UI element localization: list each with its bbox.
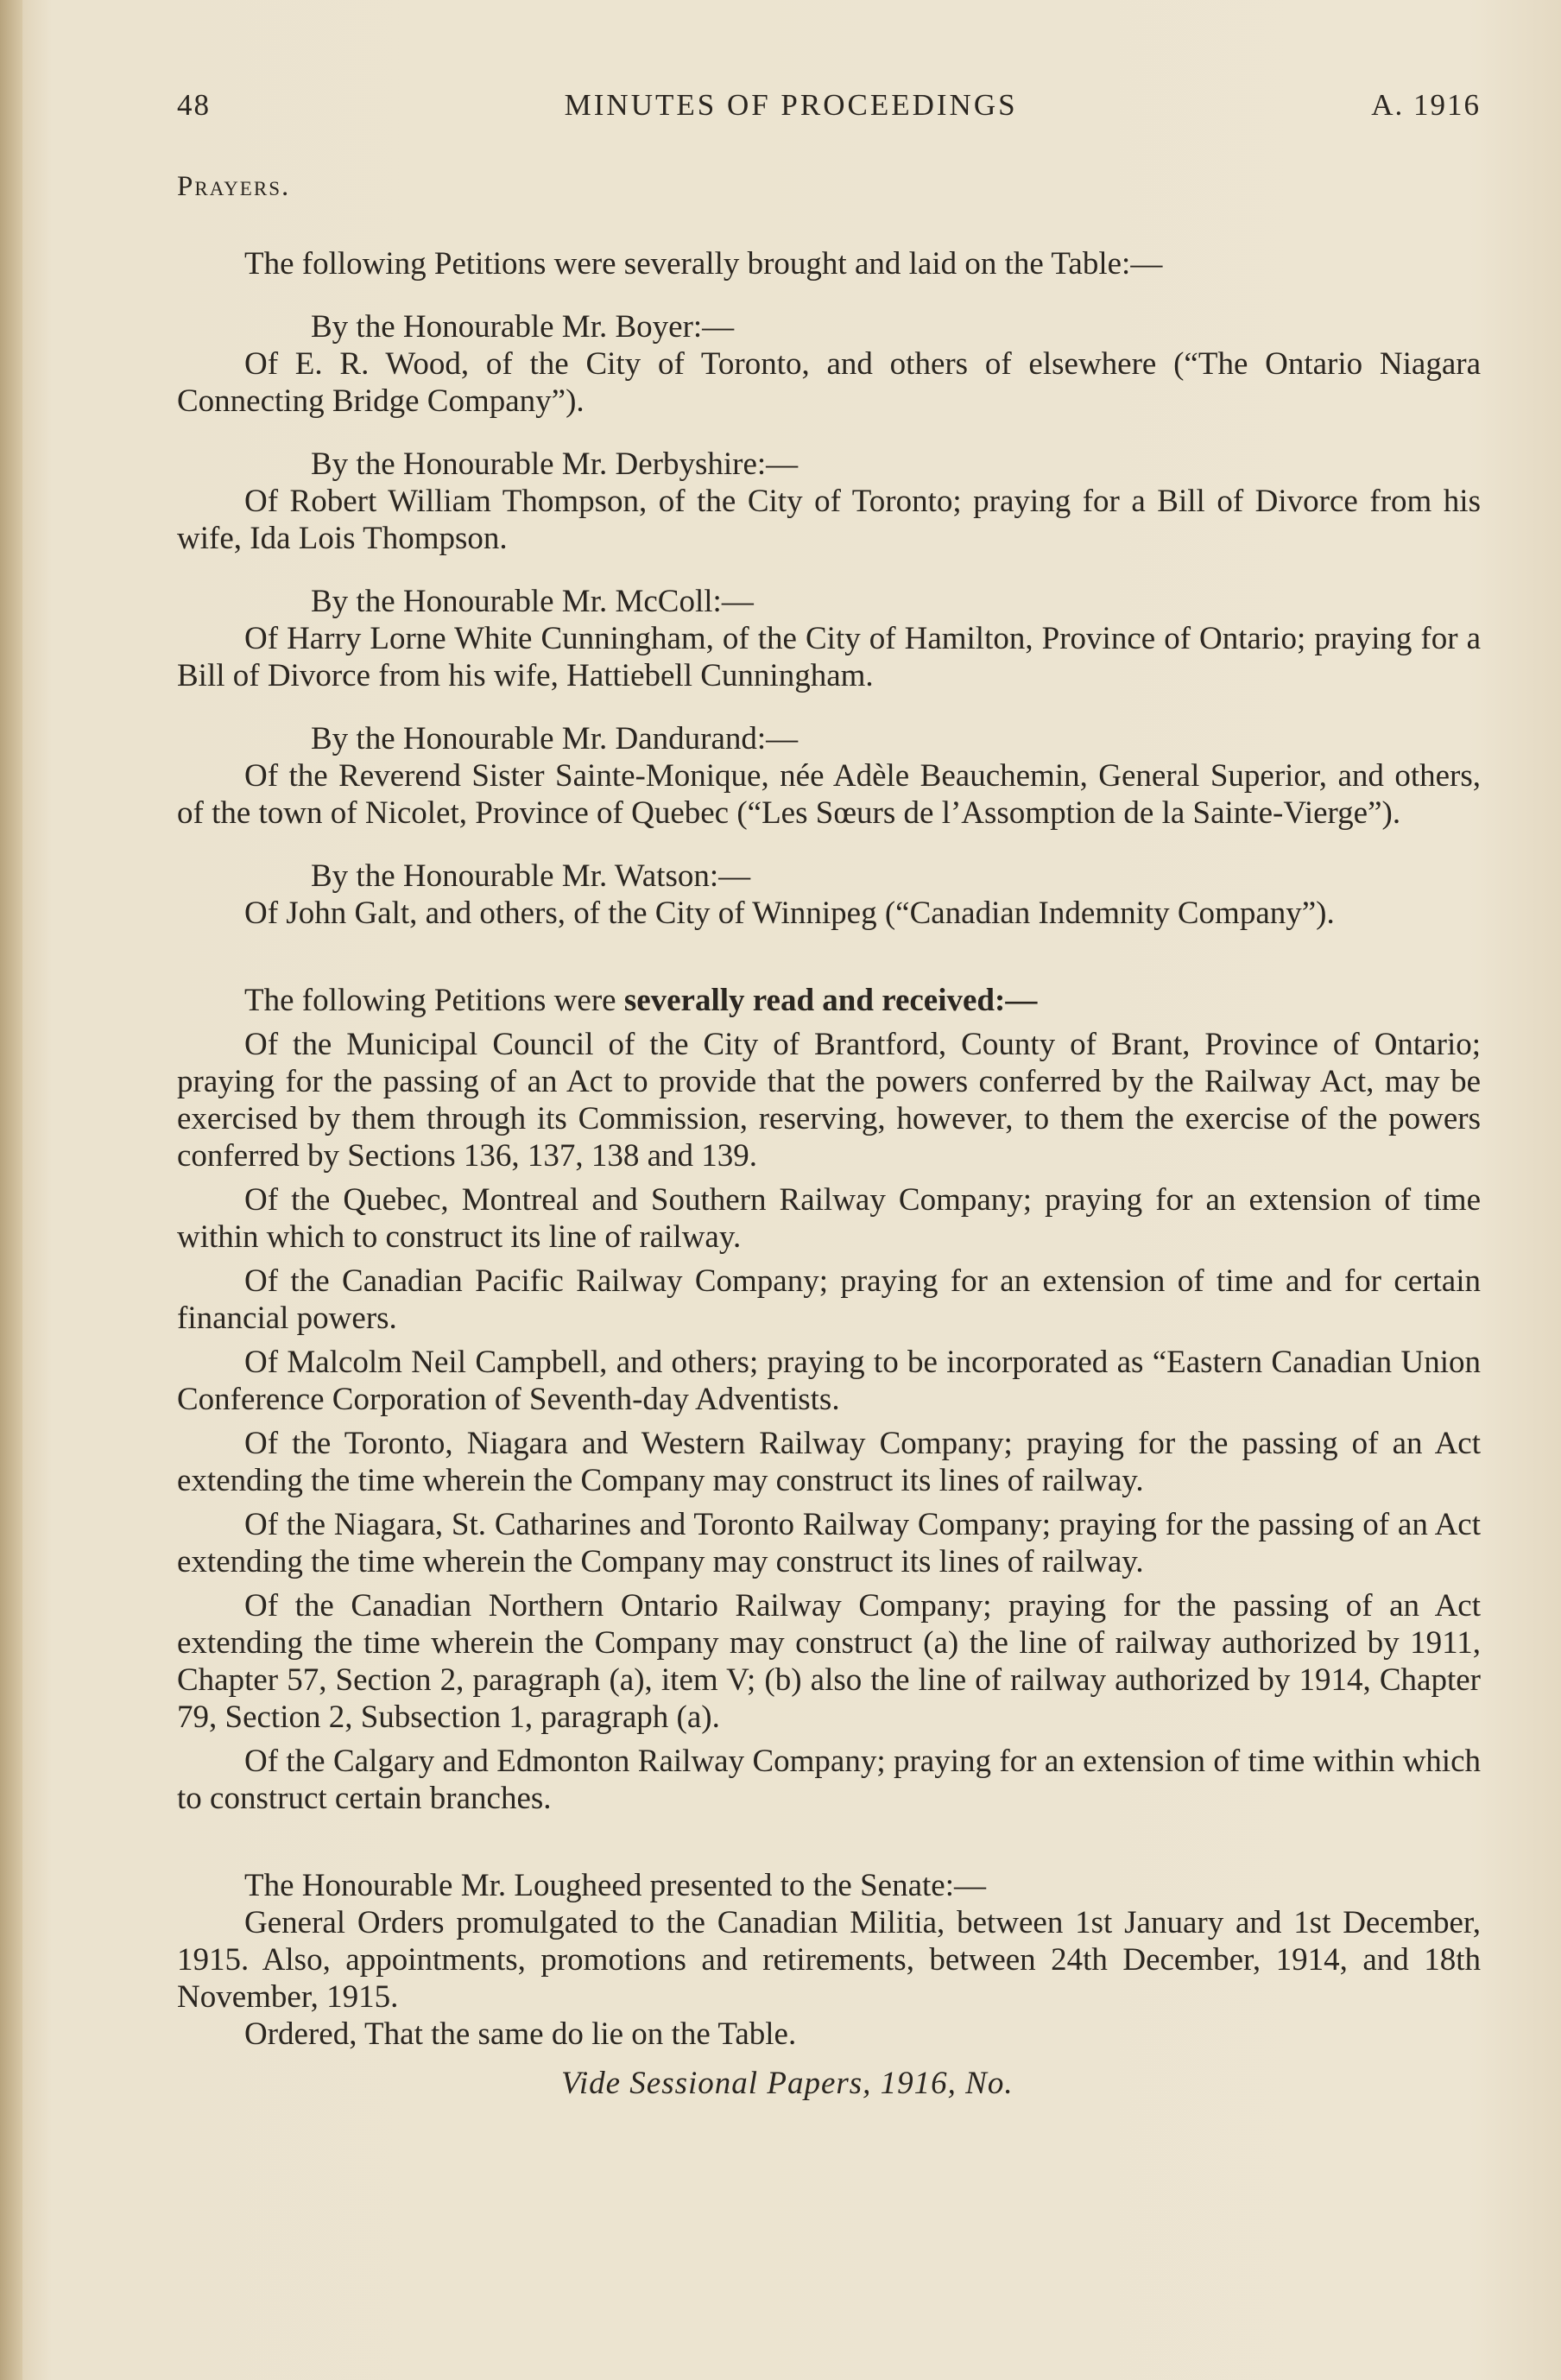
presenter-line: By the Honourable Mr. Derbyshire:—: [311, 446, 799, 482]
received-intro: [177, 982, 1481, 1019]
vide-reference: Vide Sessional Papers, 1916, No.: [561, 2066, 1014, 2101]
petition-text: Of Robert William Thompson, of the City of Toronto; praying for a Bill of Divorce from his wife, Ida Lois Thompson.: [177, 484, 1481, 556]
prayers-heading: Prayers.: [177, 171, 291, 202]
petition-text: Of John Galt, and others, of the City of Winnipeg (“Canadian Indemnity Company”).: [244, 896, 1335, 931]
received-petition: Of the Niagara, St. Catharines and Toronto Railway Company; praying for the passing of an Act extending the time wherein the Company may construct its lines of railway.: [177, 1507, 1481, 1579]
received-petition: Of the Canadian Pacific Railway Company; praying for an extension of time and for certain financial powers.: [177, 1263, 1481, 1336]
lougheed-text: General Orders promulgated to the Canadian Militia, between 1st January and 1st December, 1915. Also, appointments, promotions and retirements, between 24th December, 1914, and 18th November, 1915.: [177, 1905, 1481, 2015]
year-label: A. 1916: [1371, 88, 1481, 122]
presented-petitions: [177, 308, 1481, 932]
page-content: [177, 86, 1481, 2102]
ordered-text: Ordered, That the same do lie on the Table.: [244, 2016, 797, 2052]
presented-intro: The following Petitions were severally brought and laid on the Table:—: [244, 246, 1163, 282]
received-petitions: [177, 1026, 1481, 1817]
received-petition: Of the Calgary and Edmonton Railway Company; praying for an extension of time within which to construct certain branches.: [177, 1744, 1481, 1816]
presenter-line: By the Honourable Mr. Watson:—: [311, 858, 751, 894]
running-header: [177, 86, 1481, 123]
received-intro-bold: severally read and received:—: [623, 983, 1038, 1018]
presenter-line: By the Honourable Mr. McColl:—: [311, 584, 754, 619]
petition-text: Of the Reverend Sister Sainte-Monique, née Adèle Beauchemin, General Superior, and others, of the town of Nicolet, Province of Quebec (“Les Sœurs de l’Assomption de la Sainte-Vierge”).: [177, 758, 1481, 831]
page-title: MINUTES OF PROCEEDINGS: [564, 88, 1018, 122]
petition-text: Of Harry Lorne White Cunningham, of the City of Hamilton, Province of Ontario; praying for a Bill of Divorce from his wife, Hattiebell Cunningham.: [177, 621, 1481, 693]
received-intro-plain: The following Petitions were: [244, 983, 624, 1018]
page-binding-edge: [0, 0, 22, 2380]
page-number: 48: [177, 88, 211, 122]
received-petition: Of Malcolm Neil Campbell, and others; praying to be incorporated as “Eastern Canadian Union Conference Corporation of Seventh-day Adventists.: [177, 1345, 1481, 1417]
lougheed-intro: The Honourable Mr. Lougheed presented to the Senate:—: [244, 1868, 986, 1903]
petition-text: Of E. R. Wood, of the City of Toronto, and others of elsewhere (“The Ontario Niagara Connecting Bridge Company”).: [177, 346, 1481, 419]
received-petition: Of the Canadian Northern Ontario Railway Company; praying for the passing of an Act extending the time wherein the Company may construct (a) the line of railway authorized by 1911, Chapter 57, Section 2, paragraph (a), item V; (b) also the line of railway authorized by 1914, Chapter 79, Section 2, Subsection 1, paragraph (a).: [177, 1588, 1481, 1735]
received-petition: Of the Municipal Council of the City of Brantford, County of Brant, Province of Ontario; praying for the passing of an Act to provide that the powers conferred by the Railway Act, may be exercised by them through its Commission, reserving, however, to them the exercise of the powers conferred by Sections 136, 137, 138 and 139.: [177, 1027, 1481, 1174]
presenter-line: By the Honourable Mr. Dandurand:—: [311, 721, 799, 756]
received-petition: Of the Quebec, Montreal and Southern Railway Company; praying for an extension of time within which to construct its line of railway.: [177, 1182, 1481, 1255]
presenter-line: By the Honourable Mr. Boyer:—: [311, 309, 735, 345]
received-petition: Of the Toronto, Niagara and Western Railway Company; praying for the passing of an Act extending the time wherein the Company may construct its lines of railway.: [177, 1426, 1481, 1498]
